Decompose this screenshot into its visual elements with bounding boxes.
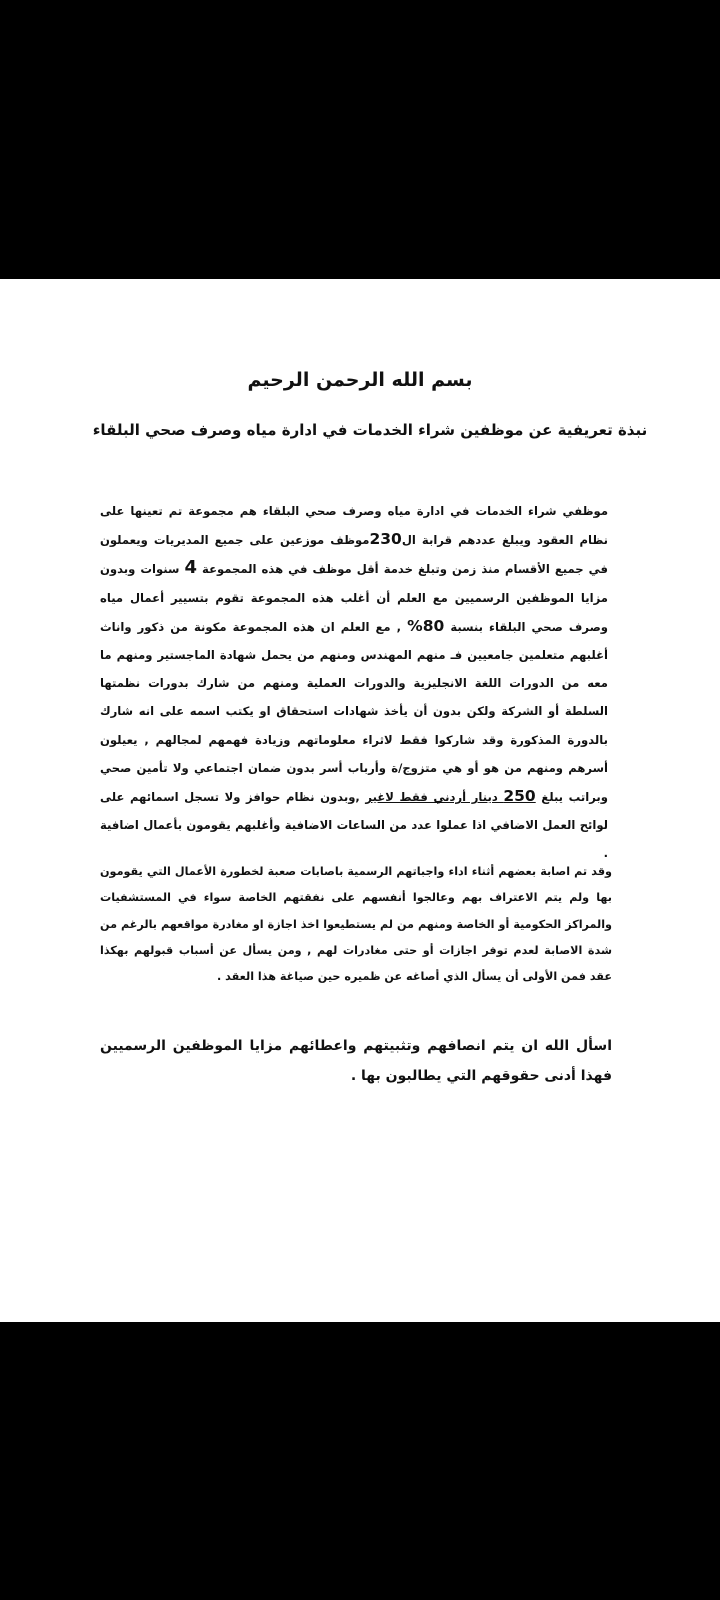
paragraph-closing: اسأل الله ان يتم انصافهم وتثبيتهم واعطائهم مزايا الموظفين الرسميين فهذا أدنى حقوقهم التي يطالبون بها . — [100, 1038, 612, 1084]
document-page — [0, 279, 720, 1322]
p1-salary-250: 250 — [503, 787, 536, 806]
p1-text-2: موظف موزعين على جميع المديريات ويعملون في جميع الأقسام منذ زمن وتبلغ خدمة أقل موظف في هذه المجموعة — [100, 533, 609, 577]
p1-number-4: 4 — [184, 557, 198, 579]
p1-dinar-text: دينار أردني فقط لاغير — [365, 790, 504, 805]
paragraph-intro — [100, 497, 608, 868]
basmala-heading: بسم الله الرحمن الرحيم — [247, 369, 473, 391]
p1-text-3: سنوات وبدون مزايا الموظفين الرسميين مع العلم أن أغلب هذه المجموعة تقوم بتسيير أعمال مياه وصرف صحي البلقاء بنسبة — [100, 562, 608, 634]
bottom-black-bar — [0, 1322, 720, 1600]
p1-text-5: ,وبدون نظام حوافز ولا تسجل اسمائهم على لوائح العمل الاضافي اذا عملوا عدد من الساعات الاضافية وأغلبهم يقومون بأعمال اضافية . — [100, 790, 608, 861]
p1-text-1: موظفي شراء الخدمات في ادارة مياه وصرف صحي البلقاء هم مجموعة تم تعينها على نظام العقود ويبلغ عددهم قرابة ال — [100, 504, 608, 548]
document-subtitle: نبذة تعريفية عن موظفين شراء الخدمات في ادارة مياه وصرف صحي البلقاء — [92, 421, 648, 439]
p1-percent-80: 80% — [407, 616, 445, 635]
p1-text-4: , مع العلم ان هذه المجموعة مكونة من ذكور واناث أغلبهم متعلمين جامعيين فـ منهم المهندس ومنهم من يحمل شهادة الماجستير ومنهم ما معه من الدورات اللغة الانجليزية والدورات العملية ومنهم من شارك بدورات نظمتها السلطة أو الشركة ولكن بدون أن يأخذ شهادات استحقاق او يكتب اسمه على انه شارك بالدورة المذكورة وقد شاركوا فقط لاثراء معلوماتهم وزيادة فهمهم لمجالهم , يعيلون أسرهم ومنهم من هو أو هي متزوج/ة وأرباب أسر بدون ضمان اجتماعي ولا تأمين صحي وبراتب يبلغ — [100, 619, 608, 805]
top-black-bar — [0, 0, 720, 279]
paragraph-injuries: وقد تم اصابة بعضهم أثناء اداء واجباتهم الرسمية باصابات صعبة لخطورة الأعمال التي يقومون بها ولم يتم الاعتراف بهم وعالجوا أنفسهم على نفقتهم الخاصة سواء في المستشفيات والمراكز الحكومية أو الخاصة ومنهم من لم يستطيعوا اخذ اجازة او مغادرة مواقعهم بالرغم من شدة الاصابة لعدم توفر اجازات أو حتى مغادرات لهم , ومن يسأل عن أسباب قبولهم بهكذا عقد فمن الأولى أن يسأل الذي أصاغه عن ظميره حين صياغة هذا العقد . — [100, 865, 612, 984]
p1-number-230: 230 — [369, 530, 402, 549]
